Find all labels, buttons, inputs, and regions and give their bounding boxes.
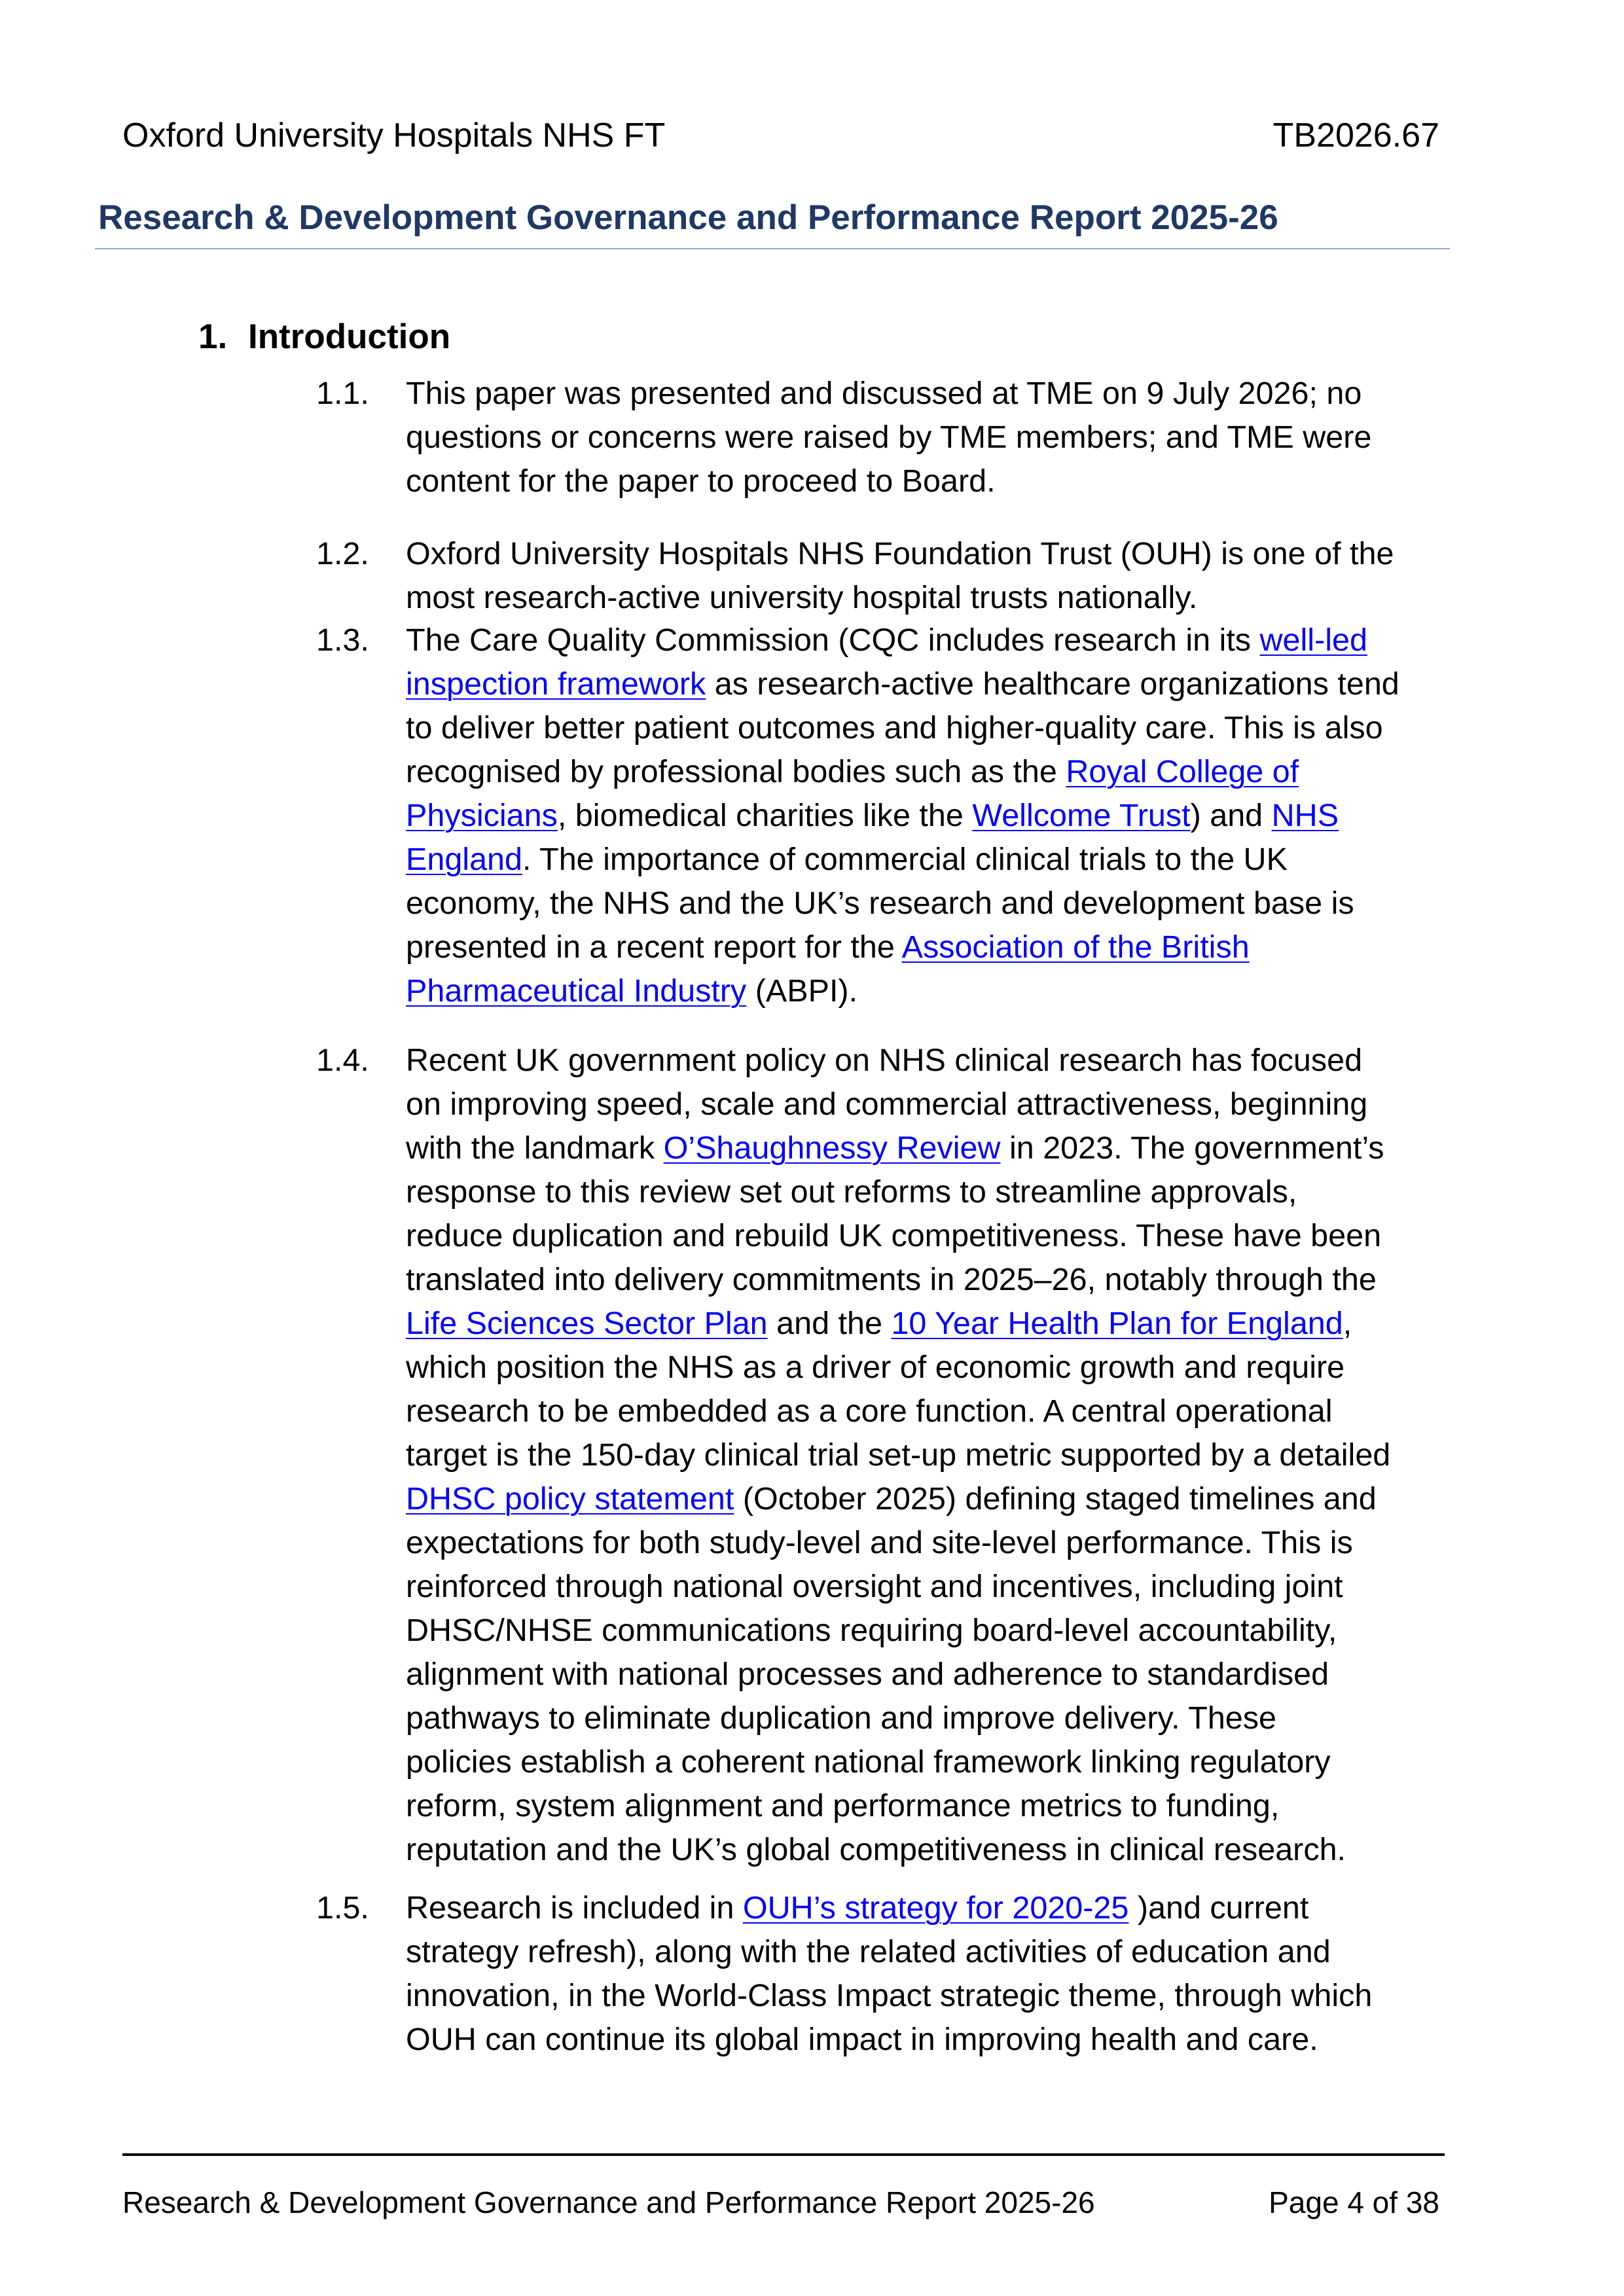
paragraph-text: OUH can continue its global impact in improving health and care. [406, 2022, 1318, 2057]
paragraph-line [406, 372, 1362, 416]
paragraph-text: economy, the NHS and the UK’s research and development base is [406, 886, 1354, 921]
paragraph-text: reform, system alignment and performance metrics to funding, [406, 1788, 1280, 1823]
section-number: 1. [198, 317, 228, 356]
paragraph-line [406, 1653, 1329, 1696]
paragraph-text: research to be embedded as a core function. A central operational [406, 1393, 1333, 1429]
paragraph-text: (October 2025) defining staged timelines and [734, 1481, 1377, 1516]
paragraph-text: innovation, in the World-Class Impact strategic theme, through which [406, 1978, 1373, 2013]
hyperlink[interactable]: NHS [1271, 798, 1339, 833]
paragraph-text: , [1343, 1306, 1352, 1341]
paragraph-line [406, 1214, 1381, 1258]
paragraph-text: which position the NHS as a driver of economic growth and require [406, 1350, 1345, 1385]
paragraph-line [406, 662, 1399, 706]
hyperlink[interactable]: Life Sciences Sector Plan [406, 1306, 768, 1341]
hyperlink[interactable]: DHSC policy statement [406, 1481, 734, 1516]
paragraph-text: policies establish a coherent national framework linking regulatory [406, 1744, 1331, 1780]
paragraph-line [406, 1696, 1276, 1740]
paragraph-text: alignment with national processes and adherence to standardised [406, 1657, 1329, 1692]
paragraph-line [406, 794, 1339, 838]
document-title: Research & Development Governance and Performance Report 2025-26 [98, 198, 1278, 237]
hyperlink[interactable]: O’Shaughnessy Review [663, 1130, 1001, 1166]
hyperlink[interactable]: well-led [1259, 622, 1367, 658]
paragraph-text: The Care Quality Commission (CQC includes research in its [406, 622, 1260, 658]
paragraph-text: reputation and the UK’s global competitiveness in clinical research. [406, 1832, 1346, 1867]
paragraph-line [406, 1433, 1390, 1477]
paragraph-text: DHSC/NHSE communications requiring board-level accountability, [406, 1613, 1337, 1648]
paragraph-text: questions or concerns were raised by TME members; and TME were [406, 420, 1372, 455]
hyperlink[interactable]: Royal College of [1066, 754, 1299, 789]
hyperlink[interactable]: OUH’s strategy for 2020-25 [742, 1890, 1129, 1926]
hyperlink[interactable]: 10 Year Health Plan for England [891, 1306, 1343, 1341]
paragraph-number: 1.3. [316, 622, 369, 658]
page-number: Page 4 of 38 [1269, 2185, 1439, 2219]
paragraph-line [406, 969, 857, 1013]
paragraph-text: on improving speed, scale and commercial attractiveness, beginning [406, 1086, 1368, 1122]
paragraph-number: 1.4. [316, 1043, 369, 1078]
paragraph-line [406, 1302, 1352, 1346]
paragraph-line [406, 750, 1299, 794]
paragraph-number: 1.2. [316, 536, 369, 571]
footer-title: Research & Development Governance and Performance Report 2025-26 [122, 2185, 1095, 2219]
paragraph-text: reinforced through national oversight and incentives, including joint [406, 1569, 1343, 1604]
paragraph-line [406, 1886, 1308, 1930]
paragraph-line [406, 925, 1250, 969]
paragraph-line [406, 1828, 1346, 1872]
paragraph-text: This paper was presented and discussed at TME on 9 July 2026; no [406, 376, 1362, 411]
paragraph-number: 1.1. [316, 376, 369, 411]
paragraph-line [406, 1346, 1344, 1390]
paragraph-text: (ABPI). [746, 973, 858, 1009]
paragraph-line [406, 459, 996, 503]
paragraph-line [406, 1565, 1343, 1609]
paragraph-text: as research-active healthcare organizations tend [706, 666, 1399, 702]
title-divider [95, 248, 1450, 249]
paragraph-text: strategy refresh), along with the related activities of education and [406, 1934, 1331, 1969]
paragraph-text: expectations for both study-level and site-level performance. This is [406, 1525, 1353, 1560]
paragraph-line [406, 1784, 1279, 1828]
paragraph-line [406, 416, 1371, 459]
paragraph-line [406, 1039, 1362, 1083]
paragraph-text: )and current [1128, 1890, 1309, 1926]
hyperlink[interactable]: England [406, 842, 522, 877]
paragraph-line [406, 2018, 1318, 2062]
paragraph-line [406, 1083, 1367, 1126]
paragraph-text: content for the paper to proceed to Board. [406, 463, 996, 499]
paragraph-line [406, 1609, 1337, 1653]
paragraph-line [406, 1477, 1377, 1521]
hyperlink[interactable]: Wellcome Trust [972, 798, 1191, 833]
paragraph-text: . The importance of commercial clinical trials to the UK [522, 842, 1288, 877]
paragraph-text: with the landmark [406, 1130, 664, 1166]
paragraph-line [406, 619, 1367, 662]
footer-divider [122, 2153, 1445, 2156]
paragraph-text: target is the 150-day clinical trial set-up metric supported by a detailed [406, 1437, 1391, 1473]
paragraph-text: and the [767, 1306, 892, 1341]
paragraph-line [406, 1974, 1372, 2018]
paragraph-line [406, 1390, 1333, 1433]
paragraph-text: recognised by professional bodies such as the [406, 754, 1066, 789]
paragraph-line [406, 706, 1383, 750]
paragraph-number: 1.5. [316, 1890, 369, 1926]
paragraph-text: ) and [1190, 798, 1272, 833]
hyperlink[interactable]: Pharmaceutical Industry [406, 973, 747, 1009]
paragraph-text: , biomedical charities like the [557, 798, 973, 833]
paragraph-text: pathways to eliminate duplication and improve delivery. These [406, 1700, 1276, 1736]
paragraph-line [406, 882, 1354, 925]
paragraph-line [406, 1521, 1353, 1565]
paragraph-text: response to this review set out reforms to streamline approvals, [406, 1174, 1297, 1210]
paragraph-line [406, 1740, 1331, 1784]
paragraph-line [406, 576, 1197, 620]
paragraph-line [406, 1170, 1297, 1214]
hyperlink[interactable]: Physicians [406, 798, 558, 833]
paragraph-line [406, 1126, 1384, 1170]
paragraph-text: Recent UK government policy on NHS clinical research has focused [406, 1043, 1363, 1078]
paragraph-text: most research-active university hospital trusts nationally. [406, 580, 1198, 615]
paragraph-text: Research is included in [406, 1890, 743, 1926]
section-heading [198, 313, 450, 361]
paragraph-text: to deliver better patient outcomes and higher-quality care. This is also [406, 710, 1383, 745]
paragraph-text: in 2023. The government’s [1000, 1130, 1384, 1166]
header-reference: TB2026.67 [1272, 117, 1439, 154]
header-organisation: Oxford University Hospitals NHS FT [122, 117, 666, 154]
section-title: Introduction [248, 317, 451, 356]
paragraph-line [406, 532, 1394, 576]
paragraph-text: translated into delivery commitments in 2025–26, notably through the [406, 1262, 1377, 1297]
paragraph-text: Oxford University Hospitals NHS Foundation Trust (OUH) is one of the [406, 536, 1394, 571]
paragraph-line [406, 1258, 1377, 1302]
paragraph-text: presented in a recent report for the [406, 929, 902, 965]
paragraph-text: reduce duplication and rebuild UK competitiveness. These have been [406, 1218, 1382, 1253]
hyperlink[interactable]: Association of the British [901, 929, 1250, 965]
paragraph-line [406, 1930, 1331, 1974]
hyperlink[interactable]: inspection framework [406, 666, 706, 702]
paragraph-line [406, 838, 1288, 882]
